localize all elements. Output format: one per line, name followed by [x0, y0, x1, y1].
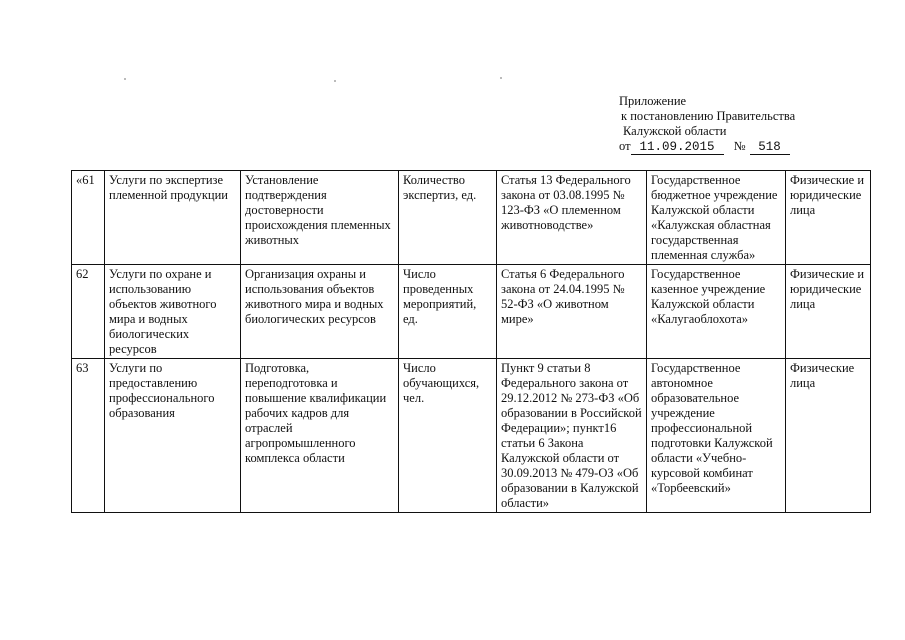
- service-content: Установление подтверждения достоверности происхождения племенных животных: [241, 171, 399, 265]
- services-table: [71, 170, 871, 513]
- date-prefix: от: [619, 139, 631, 153]
- table-row: [72, 265, 871, 359]
- service-content: Организация охраны и использования объектов животного мира и водных биологических ресурсов: [241, 265, 399, 359]
- service-name: Услуги по экспертизе племенной продукции: [105, 171, 241, 265]
- table-row: [72, 171, 871, 265]
- service-name: Услуги по охране и использованию объектов животного мира и водных биологических ресурсов: [105, 265, 241, 359]
- appendix-region: Калужской области: [623, 124, 727, 138]
- legal-basis: Пункт 9 статьи 8 Федерального закона от 29.12.2012 № 273-ФЗ «Об образовании в Российской Федерации»; пункт16 статьи 6 Закона Калужской области от 30.09.2013 № 479-ОЗ «Об образовании в Калужской области»: [497, 359, 647, 513]
- appendix-header: [619, 94, 795, 155]
- appendix-date-line: [619, 139, 795, 155]
- volume-indicator: Число обучающихся, чел.: [399, 359, 497, 513]
- service-content: Подготовка, переподготовка и повышение квалификации рабочих кадров для отраслей агропромышленного комплекса области: [241, 359, 399, 513]
- number-label: №: [733, 139, 746, 153]
- decree-date: 11.09.2015: [631, 141, 724, 155]
- service-provider: Государственное казенное учреждение Калужской области «Калугаоблохота»: [647, 265, 786, 359]
- service-consumers: Физические и юридические лица: [786, 265, 871, 359]
- appendix-decree: к постановлению Правительства: [621, 109, 796, 123]
- scan-speck: [124, 78, 126, 80]
- service-consumers: Физические лица: [786, 359, 871, 513]
- legal-basis: Статья 13 Федерального закона от 03.08.1995 № 123-ФЗ «О племенном животноводстве»: [497, 171, 647, 265]
- row-number: «61: [72, 171, 105, 265]
- table-row: [72, 359, 871, 513]
- scan-speck: [334, 80, 336, 82]
- volume-indicator: Количество экспертиз, ед.: [399, 171, 497, 265]
- scan-speck: [500, 77, 502, 79]
- service-provider: Государственное бюджетное учреждение Калужской области «Калужская областная государственная племенная служба»: [647, 171, 786, 265]
- service-consumers: Физические и юридические лица: [786, 171, 871, 265]
- legal-basis: Статья 6 Федерального закона от 24.04.1995 № 52-ФЗ «О животном мире»: [497, 265, 647, 359]
- row-number: 62: [72, 265, 105, 359]
- volume-indicator: Число проведенных мероприятий, ед.: [399, 265, 497, 359]
- service-name: Услуги по предоставлению профессионального образования: [105, 359, 241, 513]
- row-number: 63: [72, 359, 105, 513]
- decree-number: 518: [750, 141, 790, 155]
- service-provider: Государственное автономное образовательное учреждение профессиональной подготовки Калужской области «Учебно-курсовой комбинат «Торбеевский»: [647, 359, 786, 513]
- appendix-title: Приложение: [619, 94, 687, 108]
